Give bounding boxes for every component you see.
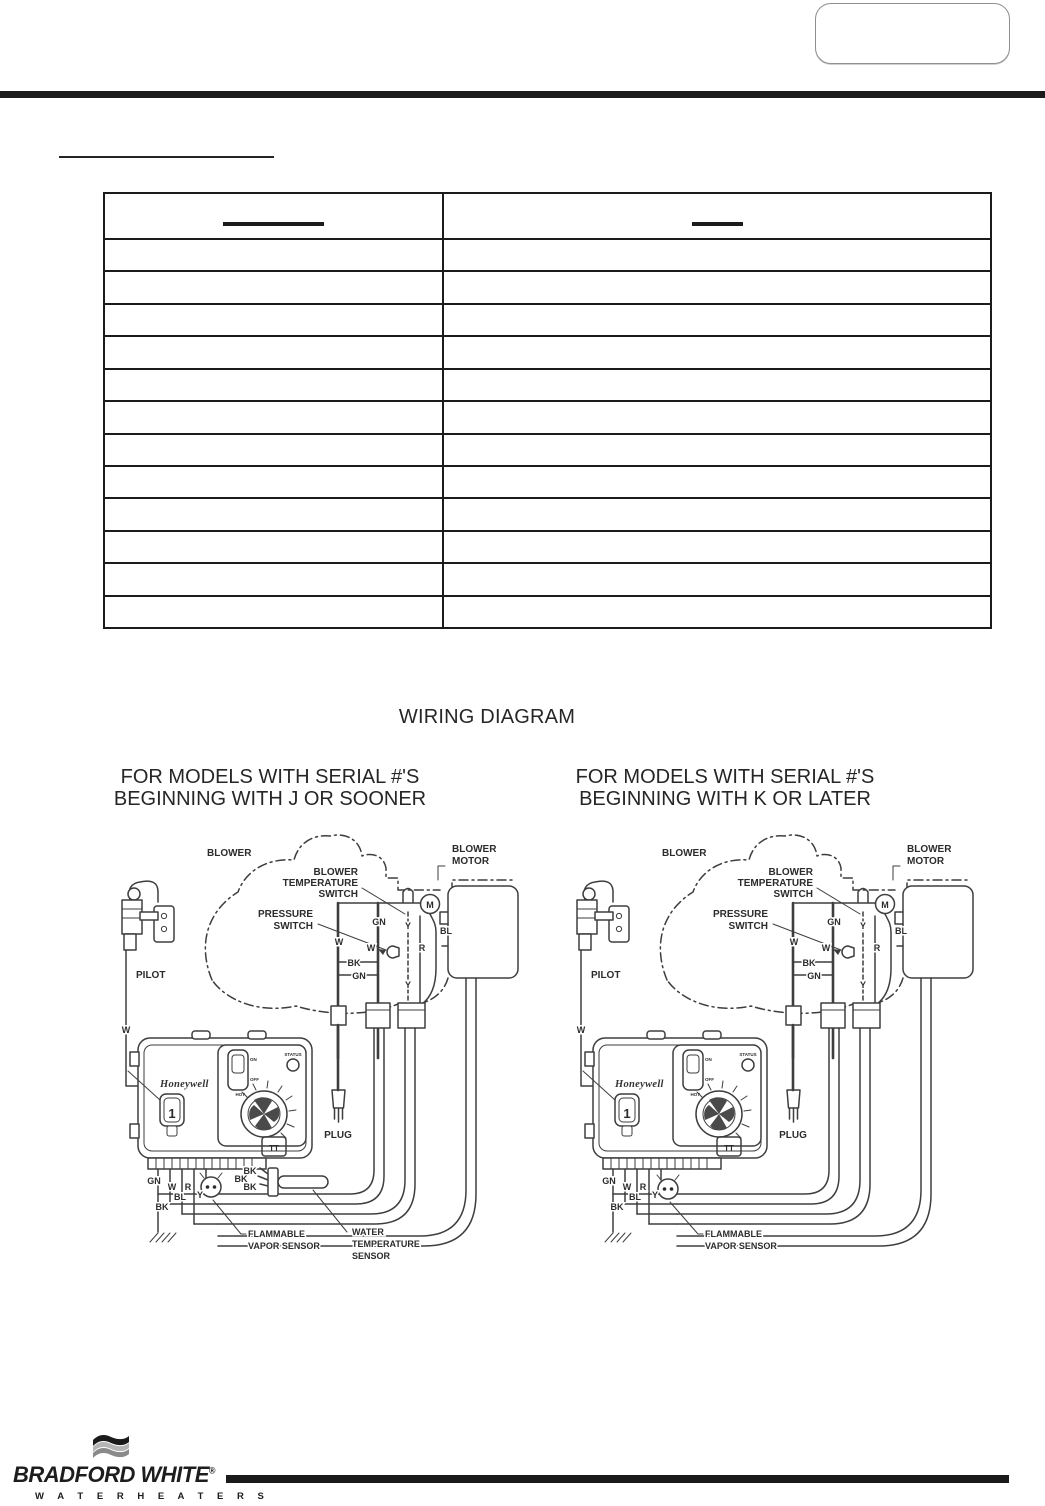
wire-label-gn-top: GN [372,917,386,927]
wire-label-w-bottom: W [622,1182,632,1192]
wire-connectors [331,1003,425,1028]
wire-label-y-bottom: Y [651,1190,659,1200]
wire-label-bl-bottom: BL [174,1192,186,1202]
left-title-line1: FOR MODELS WITH SERIAL #'S [120,766,420,788]
table-row [105,370,990,402]
wiring-diagram-left [100,828,520,1270]
wiring-diagram-right [555,828,975,1270]
motor-m-label: M [881,900,889,910]
table-row [105,435,990,467]
valve-one-button-label: 1 [623,1106,631,1121]
flammable-vapor-label-1: FLAMMABLE [248,1229,305,1239]
wire-label-y-top: Y [404,921,412,931]
blank-spec-table [103,192,992,629]
valve-status-label: STATUS [284,1052,302,1057]
pressure-switch-label-1: PRESSURE [257,909,313,920]
wire-label-r: R [418,943,426,953]
table-row [105,272,990,304]
pilot-label: PILOT [591,970,621,981]
brand-tagline: W A T E R H E A T E R S [35,1491,270,1502]
wire-label-bl: BL [440,926,452,936]
temp-switch-label-3: SWITCH [318,889,358,900]
wire-label-w-bottom: W [167,1182,177,1192]
table-row [105,532,990,564]
left-title-line2: BEGINNING WITH J OR SOONER [113,788,427,810]
valve-off-label: OFF [250,1077,259,1082]
blower-label: BLOWER [662,848,707,859]
table-header-cell-right [444,194,990,238]
plug-label: PLUG [779,1130,807,1141]
table-header-cell-left [105,194,444,238]
valve-one-button-label: 1 [168,1106,176,1121]
plug [332,1025,345,1122]
blank-corner-label-box [815,3,1010,64]
wire-label-r: R [873,943,881,953]
table-header-row [105,194,990,240]
honeywell-logo: Honeywell [160,1079,209,1090]
table-row [105,305,990,337]
motor-m-label: M [426,900,434,910]
fvs-leader [670,1202,703,1234]
wire-label-gn-bottom: GN [147,1176,161,1186]
wire-label-bk-bottom: BK [610,1202,624,1212]
wire-label-bl: BL [895,926,907,936]
wire-label-bk-jump: BK [802,958,816,968]
valve-on-label: ON [705,1057,712,1062]
left-diagram-title [100,766,440,810]
wire-label-y-bottom: Y [196,1190,204,1200]
table-row [105,499,990,531]
table-row [105,564,990,596]
wire-connectors [786,1003,880,1028]
plug [787,1025,800,1122]
wire-label-gn-bottom: GN [602,1176,616,1186]
water-temp-sensor-label-1: WATER [352,1227,384,1237]
registered-mark: ® [208,1465,216,1476]
top-divider-rule [0,91,1045,98]
temp-switch-label-1: BLOWER [313,867,358,878]
table-row [105,337,990,369]
wire-label-bk-jump: BK [347,958,361,968]
table-row [105,402,990,434]
wire-label-w-pilot: W [576,1025,586,1035]
pilot-label: PILOT [136,970,166,981]
bradford-white-logo [13,1430,270,1502]
temp-switch-label-2: TEMPERATURE [737,878,813,889]
brand-name [13,1462,223,1488]
plug-label: PLUG [324,1130,352,1141]
blank-heading-underline [59,156,274,158]
table-row [105,597,990,627]
pressure-switch-label-2: SWITCH [728,921,768,932]
valve-tt-label: TT [724,1144,734,1153]
wire-label-w-b: W [366,943,376,953]
wire-label-w-a: W [334,937,344,947]
valve-off-label: OFF [705,1077,714,1082]
wire-label-bk-3: BK [243,1182,257,1192]
wire-label-y-top: Y [859,921,867,931]
wire-label-bk-1: BK [243,1166,257,1176]
blower-motor [873,866,974,978]
valve-tt-label: TT [269,1144,279,1153]
right-diagram-title [555,766,895,810]
wire-label-w-pilot: W [121,1025,131,1035]
blower-motor-label-1: BLOWER [452,844,497,855]
valve-status-label: STATUS [739,1052,757,1057]
valve-on-label: ON [250,1057,257,1062]
flammable-vapor-label-2: VAPOR SENSOR [248,1241,320,1251]
right-title-line2: BEGINNING WITH K OR LATER [579,788,871,810]
wire-label-r-bottom: R [639,1182,647,1192]
wire-label-y-bot: Y [404,980,412,990]
blower-label: BLOWER [207,848,252,859]
temp-switch-label-1: BLOWER [768,867,813,878]
pressure-switch-label-2: SWITCH [273,921,313,932]
wire-label-r-bottom: R [184,1182,192,1192]
wire-label-w-b: W [821,943,831,953]
blower-motor-label-2: MOTOR [907,856,945,867]
water-temperature-sensor [258,1168,347,1232]
temp-switch-label-3: SWITCH [773,889,813,900]
wire-label-bk-2: BK [234,1174,248,1184]
blower-motor-label-1: BLOWER [907,844,952,855]
header-underline-right [692,222,743,226]
pressure-switch-label-1: PRESSURE [712,909,768,920]
right-title-line1: FOR MODELS WITH SERIAL #'S [575,766,875,788]
knob-hot-label: HOT [690,1092,700,1097]
temp-switch-label-2: TEMPERATURE [282,878,358,889]
wire-label-bl-bottom: BL [629,1192,641,1202]
wire-label-w-a: W [789,937,799,947]
knob-hot-label: HOT [235,1092,245,1097]
table-row [105,467,990,499]
header-underline-left [223,222,324,226]
water-temp-sensor-label-3: SENSOR [352,1251,391,1261]
brand-text: BRADFORD WHITE [13,1462,209,1487]
gas-valve [583,1031,767,1169]
flammable-vapor-label-2: VAPOR SENSOR [705,1241,777,1251]
blower-motor-label-2: MOTOR [452,856,490,867]
wire-label-bk-bottom: BK [155,1202,169,1212]
wire-label-y-bot: Y [859,980,867,990]
wire-label-gn-top: GN [827,917,841,927]
footer-divider-rule [226,1475,1009,1483]
water-temp-sensor-label-2: TEMPERATURE [352,1239,420,1249]
blower-motor [418,866,519,978]
wire-label-gn-jump: GN [807,971,821,981]
flammable-vapor-label-1: FLAMMABLE [705,1229,762,1239]
wiring-diagram-title: WIRING DIAGRAM [398,706,576,728]
fvs-leader [213,1200,246,1234]
table-row [105,240,990,272]
wire-label-gn-jump: GN [352,971,366,981]
honeywell-logo: Honeywell [615,1079,664,1090]
gas-valve [128,1031,312,1169]
logo-wave-icon [91,1430,131,1462]
table-body [105,240,990,627]
